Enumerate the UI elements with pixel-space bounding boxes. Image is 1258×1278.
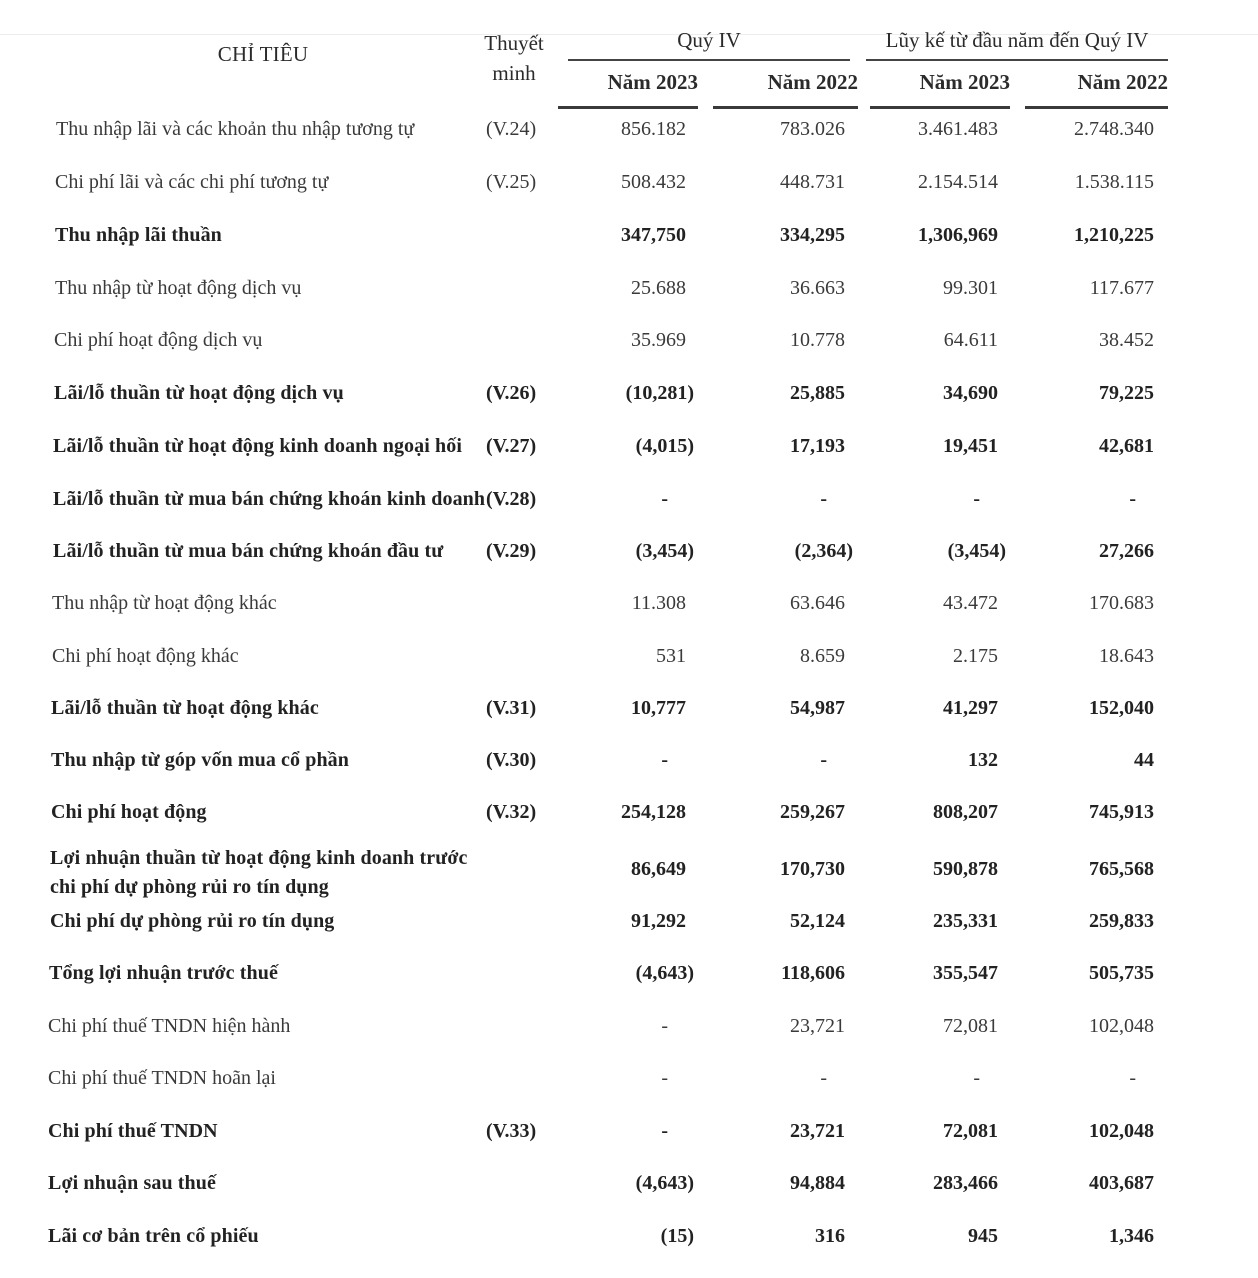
table-row (0, 749, 1258, 779)
value-ytd-2023: 34,690 (943, 382, 998, 404)
row-label-line1: Lãi/lỗ thuần từ mua bán chứng khoán đầu tư (53, 540, 444, 562)
row-label-line1: Chi phí thuế TNDN hoãn lại (48, 1067, 276, 1089)
header-year-q-2023 (558, 70, 698, 95)
header-year-rule (870, 106, 1010, 109)
row-note: (V.24) (486, 118, 537, 140)
row-label-line1: Lãi/lỗ thuần từ hoạt động kinh doanh ngoại hối (53, 435, 462, 457)
header-year-rule (558, 106, 698, 109)
value-ytd-2023: 235,331 (933, 910, 998, 932)
table-row (0, 847, 1258, 898)
value-ytd-2022: 170.683 (1089, 592, 1154, 614)
row-label (48, 1120, 218, 1143)
row-label-line1: Chi phí hoạt động (51, 801, 207, 823)
value-q4-2023: 11.308 (631, 592, 686, 614)
row-label (52, 592, 277, 615)
value-ytd-2023: 43.472 (943, 592, 998, 614)
value-ytd-2022: 2.748.340 (1074, 118, 1154, 140)
value-q4-2022: 25,885 (790, 382, 845, 404)
value-ytd-2022: 79,225 (1099, 382, 1154, 404)
value-ytd-2022: 505,735 (1089, 962, 1154, 984)
header-note-line2: minh (492, 61, 536, 85)
value-q4-2022: 52,124 (790, 910, 845, 932)
value-q4-2022: 23,721 (790, 1015, 845, 1037)
header-indicator: CHỈ TIÊU (217, 42, 309, 66)
value-ytd-2022: 18.643 (1099, 645, 1154, 667)
value-ytd-2023: 132 (968, 749, 998, 771)
value-q4-2023: 347,750 (621, 224, 686, 246)
table-row (0, 697, 1258, 727)
header-group-quarter-rule (568, 59, 850, 61)
header-group-ytd-rule (866, 59, 1168, 61)
value-q4-2022: 334,295 (780, 224, 845, 246)
value-q4-2023: - (661, 488, 668, 510)
value-q4-2022: 259,267 (780, 801, 845, 823)
row-label (50, 844, 467, 902)
table-row (0, 1120, 1258, 1150)
row-label (53, 435, 462, 458)
value-q4-2023: 10,777 (631, 697, 686, 719)
value-q4-2022: (2,364) (794, 540, 853, 562)
row-label-line1: Thu nhập từ hoạt động khác (52, 592, 277, 614)
row-label-line1: Chi phí lãi và các chi phí tương tự (55, 171, 329, 193)
value-ytd-2022: 102,048 (1089, 1120, 1154, 1142)
header-year-ytd-2022 (1025, 70, 1168, 95)
value-ytd-2022: 117.677 (1089, 277, 1154, 299)
table-row (0, 540, 1258, 570)
row-label (51, 697, 319, 720)
header-year-label: Năm 2023 (607, 70, 698, 94)
row-note: (V.30) (486, 749, 537, 771)
row-label-line1: Thu nhập lãi thuần (55, 224, 222, 246)
value-ytd-2022: - (1129, 1067, 1136, 1089)
value-q4-2022: 8.659 (800, 645, 845, 667)
row-note: (V.28) (486, 488, 537, 510)
value-ytd-2023: 19,451 (943, 435, 998, 457)
row-label-line2: chi phí dự phòng rủi ro tín dụng (50, 876, 329, 898)
value-q4-2023: - (661, 749, 668, 771)
row-label (48, 1015, 290, 1038)
header-group-ytd-label: Lũy kế từ đầu năm đến Quý IV (885, 28, 1149, 52)
value-ytd-2023: 64.611 (943, 329, 998, 351)
table-row (0, 171, 1258, 201)
row-label-line1: Tổng lợi nhuận trước thuế (49, 962, 278, 984)
row-label (51, 801, 207, 824)
row-note: (V.25) (486, 171, 537, 193)
row-label (55, 277, 301, 300)
row-label (50, 910, 334, 933)
table-row (0, 224, 1258, 254)
row-label-line1: Lãi/lỗ thuần từ hoạt động khác (51, 697, 319, 719)
value-ytd-2023: 99.301 (943, 277, 998, 299)
table-row (0, 435, 1258, 465)
value-q4-2022: 170,730 (780, 858, 845, 880)
row-label (48, 1225, 259, 1248)
value-ytd-2023: 2.154.514 (918, 171, 998, 193)
header-year-rule (713, 106, 858, 109)
value-q4-2023: 25.688 (631, 277, 686, 299)
header-year-label: Năm 2022 (767, 70, 858, 94)
value-ytd-2022: 259,833 (1089, 910, 1154, 932)
table-row (0, 382, 1258, 412)
value-q4-2022: 118,606 (781, 962, 845, 984)
value-q4-2022: 54,987 (790, 697, 845, 719)
table-row (0, 118, 1258, 148)
row-label (52, 645, 239, 668)
row-label (51, 749, 349, 772)
table-row (0, 645, 1258, 675)
row-label (54, 329, 262, 352)
row-label-line1: Lợi nhuận sau thuế (48, 1172, 216, 1194)
value-q4-2023: 35.969 (631, 329, 686, 351)
row-note: (V.26) (486, 382, 537, 404)
value-ytd-2023: 355,547 (933, 962, 998, 984)
value-q4-2023: 508.432 (621, 171, 686, 193)
value-q4-2022: 17,193 (790, 435, 845, 457)
value-ytd-2022: 152,040 (1089, 697, 1154, 719)
value-q4-2023: 86,649 (631, 858, 686, 880)
value-q4-2022: 23,721 (790, 1120, 845, 1142)
value-ytd-2023: - (973, 1067, 980, 1089)
row-label-line1: Thu nhập lãi và các khoản thu nhập tương tự (56, 118, 415, 140)
row-note: (V.33) (486, 1120, 537, 1142)
value-q4-2023: (3,454) (635, 540, 694, 562)
header-group-quarter-label: Quý IV (677, 28, 741, 52)
value-q4-2023: - (661, 1120, 668, 1142)
header-year-label: Năm 2022 (1077, 70, 1168, 94)
value-ytd-2023: 3.461.483 (918, 118, 998, 140)
header-year-ytd-2023 (870, 70, 1010, 95)
value-ytd-2022: - (1129, 488, 1136, 510)
value-q4-2022: - (820, 1067, 827, 1089)
value-q4-2023: (15) (660, 1225, 694, 1247)
value-ytd-2022: 1.538.115 (1074, 171, 1154, 193)
header-year-label: Năm 2023 (919, 70, 1010, 94)
row-label (53, 488, 485, 511)
row-note: (V.32) (486, 801, 537, 823)
value-ytd-2023: 1,306,969 (918, 224, 998, 246)
value-ytd-2022: 1,210,225 (1074, 224, 1154, 246)
table-row (0, 1015, 1258, 1045)
table-row (0, 1172, 1258, 1202)
table-row (0, 801, 1258, 831)
value-ytd-2022: 27,266 (1099, 540, 1154, 562)
value-ytd-2022: 745,913 (1089, 801, 1154, 823)
value-q4-2023: (10,281) (625, 382, 694, 404)
table-row (0, 592, 1258, 622)
row-note: (V.31) (486, 697, 537, 719)
value-q4-2023: (4,015) (635, 435, 694, 457)
value-ytd-2023: 945 (968, 1225, 998, 1247)
row-label (54, 382, 344, 405)
value-ytd-2022: 403,687 (1089, 1172, 1154, 1194)
row-label-line1: Thu nhập từ hoạt động dịch vụ (55, 277, 302, 299)
table-row (0, 1067, 1258, 1097)
value-q4-2023: (4,643) (635, 1172, 694, 1194)
value-q4-2022: - (820, 488, 827, 510)
value-ytd-2022: 38.452 (1099, 329, 1154, 351)
value-ytd-2023: 283,466 (933, 1172, 998, 1194)
value-q4-2023: 531 (656, 645, 686, 667)
header-group-quarter (568, 28, 850, 53)
value-ytd-2023: 2.175 (953, 645, 998, 667)
value-ytd-2023: 72,081 (943, 1015, 998, 1037)
row-label-line1: Lợi nhuận thuần từ hoạt động kinh doanh trước (50, 847, 468, 869)
value-ytd-2023: 808,207 (933, 801, 998, 823)
value-ytd-2023: 590,878 (933, 858, 998, 880)
row-label-line1: Thu nhập từ góp vốn mua cổ phần (51, 749, 349, 771)
header-year-rule (1025, 106, 1168, 109)
row-label (55, 171, 328, 194)
row-label-line1: Chi phí thuế TNDN (48, 1120, 218, 1142)
value-q4-2023: (4,643) (635, 962, 694, 984)
value-q4-2023: - (661, 1067, 668, 1089)
value-q4-2022: 783.026 (780, 118, 845, 140)
value-ytd-2022: 1,346 (1109, 1225, 1154, 1247)
value-q4-2022: 36.663 (790, 277, 845, 299)
value-q4-2023: 254,128 (621, 801, 686, 823)
value-ytd-2023: 72,081 (943, 1120, 998, 1142)
value-q4-2022: 63.646 (790, 592, 845, 614)
value-ytd-2022: 44 (1134, 749, 1154, 771)
table-row (0, 962, 1258, 992)
value-q4-2022: 448.731 (780, 171, 845, 193)
row-label (49, 962, 278, 985)
row-label (56, 118, 414, 141)
value-q4-2023: 856.182 (621, 118, 686, 140)
row-label-line1: Lãi/lỗ thuần từ hoạt động dịch vụ (54, 382, 344, 404)
row-label-line1: Chi phí thuế TNDN hiện hành (48, 1015, 291, 1037)
value-ytd-2022: 42,681 (1099, 435, 1154, 457)
row-label (53, 540, 443, 563)
row-label-line1: Chi phí hoạt động dịch vụ (54, 329, 263, 351)
value-q4-2022: - (820, 749, 827, 771)
row-label-line1: Chi phí dự phòng rủi ro tín dụng (50, 910, 335, 932)
value-ytd-2023: 41,297 (943, 697, 998, 719)
header-note-line1: Thuyết (484, 31, 544, 55)
header-group-ytd (866, 28, 1168, 53)
header-year-q-2022 (713, 70, 858, 95)
row-label-line1: Lãi/lỗ thuần từ mua bán chứng khoán kinh doanh (53, 488, 486, 510)
table-row (0, 488, 1258, 518)
value-ytd-2023: (3,454) (947, 540, 1006, 562)
row-note: (V.29) (486, 540, 537, 562)
value-q4-2023: 91,292 (631, 910, 686, 932)
value-ytd-2022: 102,048 (1089, 1015, 1154, 1037)
row-label (48, 1067, 276, 1090)
value-q4-2022: 10.778 (790, 329, 845, 351)
row-label-line1: Chi phí hoạt động khác (52, 645, 239, 667)
row-note: (V.27) (486, 435, 537, 457)
header-note (476, 28, 552, 88)
table-row (0, 1225, 1258, 1255)
value-q4-2022: 316 (815, 1225, 845, 1247)
value-ytd-2023: - (973, 488, 980, 510)
table-row (0, 910, 1258, 940)
row-label (48, 1172, 216, 1195)
table-row (0, 329, 1258, 359)
value-ytd-2022: 765,568 (1089, 858, 1154, 880)
table-row (0, 277, 1258, 307)
value-q4-2023: - (661, 1015, 668, 1037)
value-q4-2022: 94,884 (790, 1172, 845, 1194)
row-label-line1: Lãi cơ bản trên cổ phiếu (48, 1225, 259, 1247)
row-label (55, 224, 222, 247)
